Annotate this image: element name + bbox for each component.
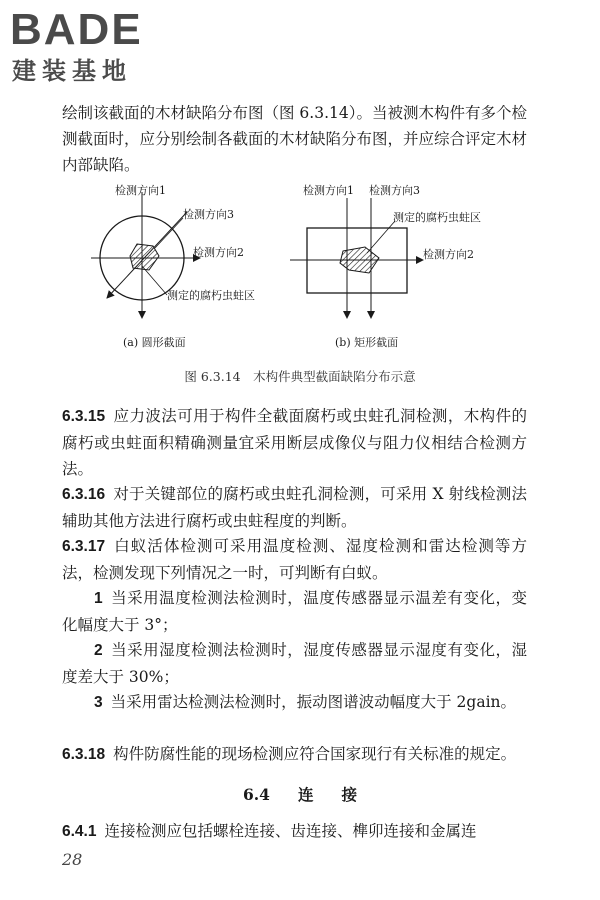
page-number: 28 [62, 850, 83, 869]
rect-dir2-label: 检测方向2 [423, 248, 474, 261]
rect-caption: (b) 矩形截面 [335, 336, 399, 349]
clause-text: 对于关键部位的腐朽或虫蛀孔洞检测，可采用 X 射线检测法辅助其他方法进行腐朽或虫蛀程度的判断。 [62, 485, 527, 530]
clause-text: 构件防腐性能的现场检测应符合国家现行有关标准的规定。 [113, 745, 517, 763]
circle-dir3-label: 检测方向3 [183, 208, 234, 221]
clause-6-3-17 [62, 533, 527, 586]
list-item-2 [62, 637, 527, 690]
rect-dir1-label: 检测方向1 [303, 184, 354, 197]
intro-paragraph: 绘制该截面的木材缺陷分布图（图 6.3.14）。当被测木构件有多个检测截面时，应分别绘制各截面的木材缺陷分布图，并应综合评定木材内部缺陷。 [62, 104, 528, 174]
rect-zone-label: 测定的腐朽虫蛀区 [393, 211, 481, 224]
list-item-3 [62, 689, 527, 716]
circle-zone-leader [142, 266, 167, 295]
section-heading [0, 783, 600, 805]
circular-section [91, 183, 255, 349]
circle-caption: (a) 圆形截面 [123, 336, 186, 349]
rect-defect-zone [340, 247, 379, 273]
figure-6-3-14 [85, 178, 525, 358]
circle-defect-zone [130, 244, 159, 270]
clause-text: 应力波法可用于构件全截面腐朽或虫蛀孔洞检测，木构件的腐朽或虫蛀面积精确测量宜采用断层成像仪与阻力仪相结合检测方法。 [62, 407, 527, 478]
section-title-char-2: 接 [341, 785, 357, 804]
list-item-text: 当采用雷达检测法检测时，振动图谱波动幅度大于 2gain。 [110, 693, 517, 711]
clause-text: 白蚁活体检测可采用温度检测、湿度检测和雷达检测等方法，检测发现下列情况之一时，可判断有白蚁。 [62, 537, 527, 582]
clause-6-3-15 [62, 403, 527, 482]
clause-number: 6.4.1 [62, 823, 97, 840]
list-item-text: 当采用温度检测法检测时，温度传感器显示温差有变化，变化幅度大于 3°； [62, 589, 527, 634]
list-item-number: 1 [94, 590, 103, 607]
clause-6-4-1 [62, 818, 527, 845]
circle-zone-label: 测定的腐朽虫蛀区 [167, 289, 255, 302]
figure-svg [85, 178, 525, 358]
list-item-number: 3 [94, 694, 103, 711]
figure-caption: 图 6.3.14 木构件典型截面缺陷分布示意 [184, 369, 416, 384]
circle-dir3-leader [155, 218, 183, 248]
section-number: 6.4 [243, 785, 270, 804]
list-item-text: 当采用湿度检测法检测时，湿度传感器显示湿度有变化，湿度差大于 30%； [62, 641, 527, 686]
list-item-number: 2 [94, 642, 103, 659]
clause-text: 连接检测应包括螺栓连接、齿连接、榫卯连接和金属连 [104, 822, 477, 840]
clause-6-3-18 [62, 741, 527, 768]
clause-number: 6.3.18 [62, 746, 106, 763]
circle-dir1-label: 检测方向1 [115, 184, 166, 197]
section-title-char-1: 连 [297, 785, 314, 804]
clause-6-3-16 [62, 481, 527, 534]
logo-main-text: BADE [10, 5, 143, 54]
logo [10, 6, 180, 90]
clause-number: 6.3.17 [62, 538, 106, 555]
list-item-1 [62, 585, 527, 638]
circle-dir2-label: 检测方向2 [193, 246, 244, 259]
clause-number: 6.3.15 [62, 408, 106, 425]
clause-number: 6.3.16 [62, 486, 106, 503]
logo-sub-text: 建装基地 [12, 58, 132, 85]
rect-dir3-label: 检测方向3 [369, 184, 420, 197]
rectangular-section [290, 183, 481, 349]
